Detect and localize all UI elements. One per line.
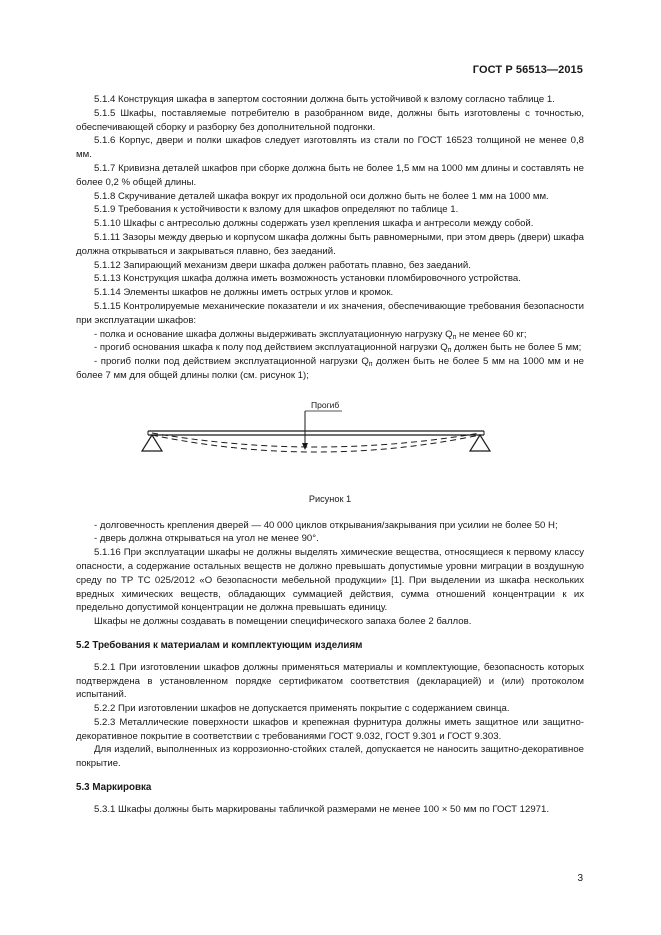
right-support-icon [470, 435, 490, 451]
paragraph-door-durability: - долговечность крепления дверей — 40 000 циклов открывания/закрывания при усилии не более 50 Н; [94, 519, 558, 531]
paragraph-5-1-14: 5.1.14 Элементы шкафов не должны иметь острых углов и кромок. [94, 287, 394, 299]
page-number: 3 [577, 873, 583, 884]
load-item-deflection-text-b: должен быть не более 5 мм на 1000 мм и не более 7 мм для общей длины полки (см. рисунок 1); [76, 356, 584, 381]
paragraph-5-2-3: 5.2.3 Металлические поверхности шкафов и крепежная фурнитура должны иметь защитное или защитно-декоративное покрытие в соответствии с требованиями ГОСТ 9.032, ГОСТ 9.301 и ГОСТ 9.303. [76, 716, 584, 742]
load-item-shelf-text-b: не менее 60 кг; [456, 328, 527, 340]
load-subscript: п [447, 347, 452, 355]
paragraph-5-1-15: 5.1.15 Контролируемые механические показатели и их значения, обеспечивающие требования безопасности при эксплуатации шкафов: [76, 300, 584, 326]
deflection-label: Прогиб [311, 399, 340, 410]
paragraph-5-3-1: 5.3.1 Шкафы должны быть маркированы табличкой размерами не менее 100 × 50 мм по ГОСТ 12971. [94, 803, 549, 815]
standard-header: ГОСТ Р 56513—2015 [472, 64, 583, 76]
section-5-3-title: 5.3 Маркировка [76, 782, 152, 794]
page-content [76, 93, 584, 817]
load-item-shelf-text-a: - полка и основание шкафа должны выдерживать эксплуатационную нагрузку Q [94, 328, 453, 340]
load-item-base-text-b: должен быть не более 5 мм; [451, 342, 582, 354]
paragraph-door-angle: - дверь должна открываться на угол не менее 90°. [94, 533, 319, 545]
load-item-shelf [76, 328, 584, 342]
paragraph-5-1-4: 5.1.4 Конструкция шкафа в запертом состоянии должна быть устойчивой к взлому согласно таблице 1. [94, 94, 555, 105]
paragraph-5-1-9: 5.1.9 Требования к устойчивости к взлому для шкафов определяют по таблице 1. [94, 204, 459, 216]
paragraph-5-1-7: 5.1.7 Кривизна деталей шкафов при сборке должна быть не более 1,5 мм на 1000 мм длины и составлять не более 0,2 % общей длины. [76, 162, 584, 188]
paragraph-5-1-11: 5.1.11 Зазоры между дверью и корпусом шкафа должны быть равномерными, при этом дверь (двери) шкафа должна открываться и закрываться плавно, без заеданий. [76, 231, 584, 257]
load-item-base [76, 341, 584, 355]
load-subscript: п [452, 333, 457, 341]
load-item-deflection [76, 355, 584, 383]
load-subscript: п [368, 361, 373, 369]
paragraph-5-2-2: 5.2.2 При изготовлении шкафов не допускается применять покрытие с содержанием свинца. [94, 703, 510, 715]
load-item-base-text-a: - прогиб основания шкафа к полу под действием эксплуатационной нагрузки Q [94, 342, 448, 354]
deflection-curve-lower [152, 435, 480, 452]
paragraph-5-1-8: 5.1.8 Скручивание деталей шкафа вокруг их продольной оси должно быть не более 1 мм на 1000 мм. [94, 190, 549, 202]
figure-1 [76, 389, 584, 491]
paragraph-5-1-12: 5.1.12 Запирающий механизм двери шкафа должен работать плавно, без заеданий. [94, 259, 471, 271]
paragraph-5-1-13: 5.1.13 Конструкция шкафа должна иметь возможность установки пломбировочного устройства. [94, 273, 521, 285]
deflection-diagram [76, 389, 584, 491]
figure-caption: Рисунок 1 [308, 493, 352, 504]
paragraph-5-1-5: 5.1.5 Шкафы, поставляемые потребителю в разобранном виде, должны быть изготовлены с точностью, обеспечивающей сборку и разборку без дополнительной подгонки. [76, 107, 584, 133]
left-support-icon [142, 435, 162, 451]
paragraph-5-2-1: 5.2.1 При изготовлении шкафов должны применяться материалы и комплектующие, безопасность которых подтверждена в установленном порядке сертификатом соответствия (декларацией) и (или) протоколом испытаний. [76, 661, 584, 701]
paragraph-odor: Шкафы не должны создавать в помещении специфического запаха более 2 баллов. [94, 616, 472, 628]
load-item-deflection-text-a: - прогиб полки под действием эксплуатационной нагрузки Q [94, 356, 369, 368]
paragraph-stainless: Для изделий, выполненных из коррозионно-стойких сталей, допускается не наносить защитно-декоративное покрытие. [76, 744, 584, 770]
paragraph-5-1-16: 5.1.16 При эксплуатации шкафы не должны выделять химические вещества, относящиеся к первому классу опасности, а содержание остальных веществ не должно превышать допустимые уровни миграции в воздушную среду по ТР ТС 025/2012 «О безопасности мебельной продукции» [1]. При выделении из шкафа нескольких вредных химических веществ, обладающих суммацией действия, сумма отношений концентрации к их предельно допустимой концентрации не должна превышать единицу. [76, 547, 584, 614]
paragraph-5-1-10: 5.1.10 Шкафы с антресолью должны содержать узел крепления шкафа и антресоли между собой. [94, 218, 534, 230]
paragraph-5-1-6: 5.1.6 Корпус, двери и полки шкафов следует изготовлять из стали по ГОСТ 16523 толщиной не менее 0,8 мм. [76, 135, 584, 161]
section-5-2-title: 5.2 Требования к материалам и комплектующим изделиям [76, 639, 363, 651]
